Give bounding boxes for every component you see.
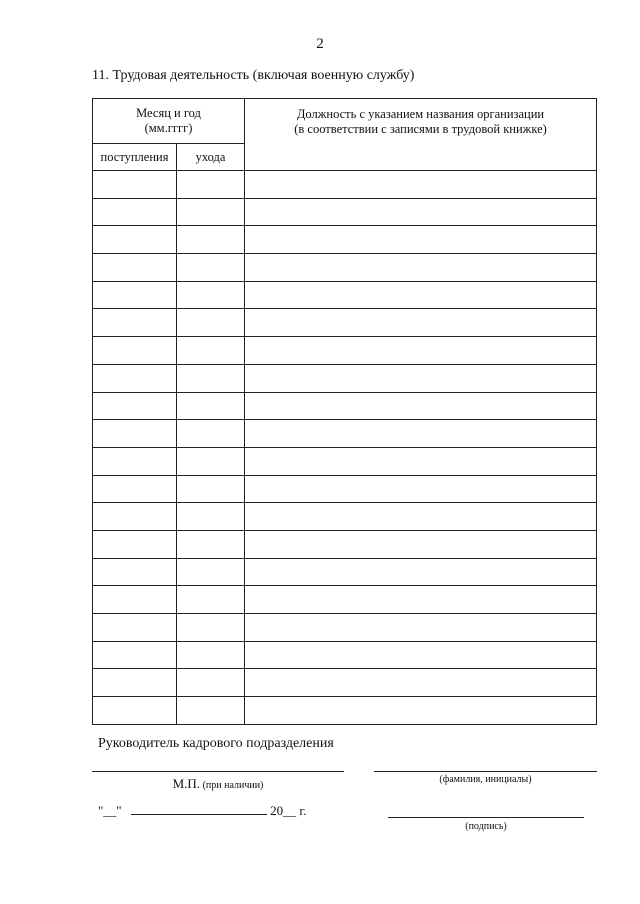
table-header-row	[93, 99, 597, 144]
end-cell[interactable]	[177, 281, 245, 309]
start-cell[interactable]	[93, 697, 177, 725]
end-cell[interactable]	[177, 669, 245, 697]
table-row	[93, 171, 597, 199]
end-cell[interactable]	[177, 614, 245, 642]
table-row	[93, 641, 597, 669]
start-cell[interactable]	[93, 586, 177, 614]
date-header-line1: Месяц и год	[136, 106, 201, 120]
table-row	[93, 614, 597, 642]
position-cell[interactable]	[245, 337, 597, 365]
position-header	[245, 99, 597, 171]
start-cell[interactable]	[93, 281, 177, 309]
table-row	[93, 309, 597, 337]
start-cell[interactable]	[93, 614, 177, 642]
date-header	[93, 99, 245, 144]
position-header-line1: Должность с указанием названия организации	[296, 107, 545, 121]
date-year[interactable]: 20__ г.	[270, 803, 307, 818]
end-cell[interactable]	[177, 641, 245, 669]
position-cell[interactable]	[245, 641, 597, 669]
start-cell[interactable]	[93, 641, 177, 669]
date-day[interactable]: "__"	[98, 803, 122, 818]
start-cell[interactable]	[93, 447, 177, 475]
start-cell[interactable]	[93, 171, 177, 199]
table-row	[93, 337, 597, 365]
start-cell[interactable]	[93, 420, 177, 448]
position-cell[interactable]	[245, 503, 597, 531]
position-cell[interactable]	[245, 475, 597, 503]
position-cell[interactable]	[245, 447, 597, 475]
end-cell[interactable]	[177, 226, 245, 254]
table-row	[93, 420, 597, 448]
end-cell[interactable]	[177, 198, 245, 226]
mp-note: (при наличии)	[202, 780, 264, 791]
position-cell[interactable]	[245, 530, 597, 558]
start-cell[interactable]	[93, 669, 177, 697]
position-cell[interactable]	[245, 586, 597, 614]
start-cell[interactable]	[93, 530, 177, 558]
start-cell[interactable]	[93, 392, 177, 420]
date-header-line2: (мм.гггг)	[144, 121, 193, 135]
name-line[interactable]	[374, 771, 597, 772]
table-row	[93, 669, 597, 697]
start-cell[interactable]	[93, 503, 177, 531]
end-cell[interactable]	[177, 447, 245, 475]
work-history-table	[92, 98, 597, 725]
end-cell[interactable]	[177, 530, 245, 558]
end-cell[interactable]	[177, 309, 245, 337]
date-month-blank[interactable]	[131, 803, 267, 815]
position-cell[interactable]	[245, 226, 597, 254]
position-cell[interactable]	[245, 558, 597, 586]
position-cell[interactable]	[245, 392, 597, 420]
start-cell[interactable]	[93, 364, 177, 392]
table-row	[93, 697, 597, 725]
position-cell[interactable]	[245, 171, 597, 199]
end-cell[interactable]	[177, 420, 245, 448]
table-row	[93, 475, 597, 503]
table-row	[93, 281, 597, 309]
table-row	[93, 254, 597, 282]
sign-line[interactable]	[388, 817, 584, 818]
table-row	[93, 198, 597, 226]
table-row	[93, 226, 597, 254]
start-cell[interactable]	[93, 309, 177, 337]
end-cell[interactable]	[177, 558, 245, 586]
start-cell[interactable]	[93, 337, 177, 365]
mp-line	[92, 771, 344, 772]
table-row	[93, 392, 597, 420]
section-title: 11. Трудовая деятельность (включая военную службу)	[92, 68, 415, 83]
end-cell[interactable]	[177, 697, 245, 725]
position-cell[interactable]	[245, 364, 597, 392]
mp-label: М.П.	[172, 776, 201, 791]
position-cell[interactable]	[245, 254, 597, 282]
start-cell[interactable]	[93, 254, 177, 282]
manager-label: Руководитель кадрового подразделения	[98, 736, 334, 751]
end-cell[interactable]	[177, 337, 245, 365]
end-cell[interactable]	[177, 364, 245, 392]
start-subheader: поступления	[93, 144, 177, 171]
name-caption: (фамилия, инициалы)	[439, 774, 532, 785]
table-row	[93, 503, 597, 531]
position-cell[interactable]	[245, 309, 597, 337]
position-cell[interactable]	[245, 420, 597, 448]
table-row	[93, 364, 597, 392]
end-cell[interactable]	[177, 392, 245, 420]
end-subheader: ухода	[177, 144, 245, 171]
end-cell[interactable]	[177, 171, 245, 199]
start-cell[interactable]	[93, 198, 177, 226]
table-row	[93, 558, 597, 586]
position-header-line2: (в соответствии с записями в трудовой книжке)	[294, 122, 547, 136]
end-cell[interactable]	[177, 586, 245, 614]
table-row	[93, 586, 597, 614]
end-cell[interactable]	[177, 503, 245, 531]
position-cell[interactable]	[245, 697, 597, 725]
position-cell[interactable]	[245, 669, 597, 697]
date-row	[98, 803, 307, 819]
table-row	[93, 530, 597, 558]
position-cell[interactable]	[245, 281, 597, 309]
start-cell[interactable]	[93, 475, 177, 503]
table-row	[93, 447, 597, 475]
end-cell[interactable]	[177, 254, 245, 282]
end-cell[interactable]	[177, 475, 245, 503]
mp-caption	[92, 776, 344, 792]
page-number: 2	[316, 36, 324, 52]
position-cell[interactable]	[245, 198, 597, 226]
start-cell[interactable]	[93, 558, 177, 586]
position-cell[interactable]	[245, 614, 597, 642]
start-cell[interactable]	[93, 226, 177, 254]
sign-caption: (подпись)	[465, 821, 507, 832]
